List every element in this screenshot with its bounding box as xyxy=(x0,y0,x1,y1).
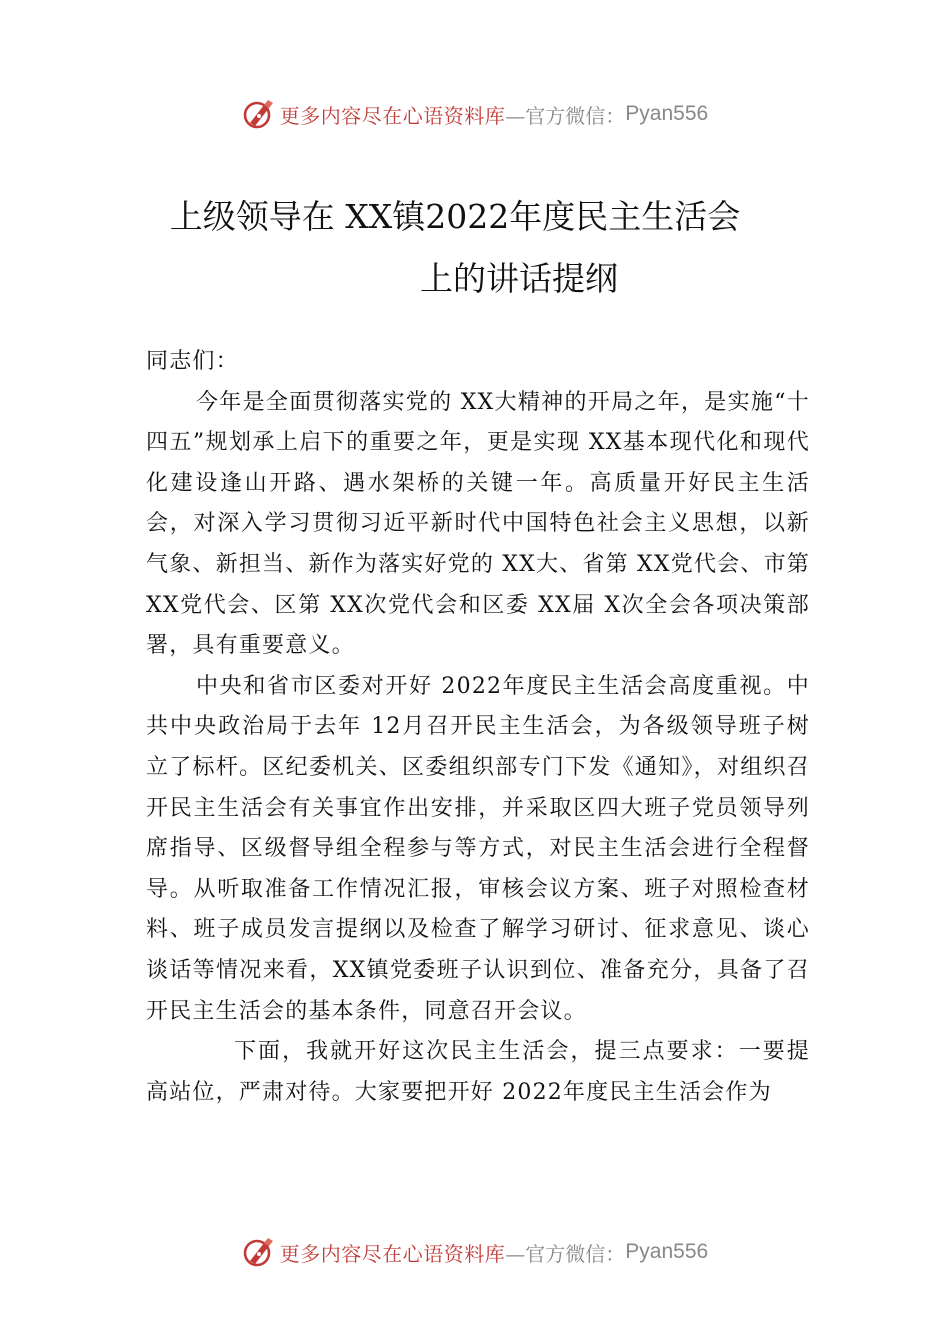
body-paragraph-1: 今年是全面贯彻落实党的 XX大精神的开局之年，是实施“十四五”规划承上启下的重要之年，更是实现 XX基本现代化和现代化建设逢山开路、遇水架桥的关键一年。高质量开好民主生活会，对深入学习贯彻习近平新时代中国特色社会主义思想，以新气象、新担当、新作为落实好党的 XX大、省第 XX党代会、市第 XX党代会、区第 XX次党代会和区委 XX届 X次全会各项决策部署，具有重要意义。 xyxy=(146,389,810,659)
title-line-1: 上级领导在 XX镇2022年度民主生活会 xyxy=(169,197,741,236)
watermark-suffix: —官方微信： xyxy=(505,103,626,128)
header-watermark xyxy=(0,94,950,134)
title-line-2: 上的讲话提纲 xyxy=(420,259,618,298)
pen-logo-icon xyxy=(242,97,276,131)
footer-watermark xyxy=(0,1232,950,1272)
watermark-handle: Pyan556 xyxy=(625,1240,709,1263)
salutation: 同志们： xyxy=(146,349,239,374)
watermark-suffix: —官方微信： xyxy=(505,1241,626,1266)
watermark-handle: Pyan556 xyxy=(625,102,709,125)
watermark-text: 更多内容尽在心语资料库 xyxy=(279,1241,506,1266)
body-paragraph-2: 中央和省市区委对开好 2022年度民主生活会高度重视。中共中央政治局于去年 12月召开民主生活会，为各级领导班子树立了标杆。区纪委机关、区委组织部专门下发《通知》，对组织召开民主生活会有关事宜作出安排，并采取区四大班子党员领导列席指导、区级督导组全程参与等方式，对民主生活会进行全程督导。从听取准备工作情况汇报，审核会议方案、班子对照检查材料、班子成员发言提纲以及检查了解学习研讨、征求意见、谈心谈话等情况来看，XX镇党委班子认识到位、准备充分，具备了召开民主生活会的基本条件，同意召开会议。 xyxy=(146,673,810,1024)
pen-logo-icon xyxy=(242,1235,276,1269)
document-body xyxy=(146,342,810,1113)
body-paragraph-3: 下面，我就开好这次民主生活会，提三点要求：一要提高站位，严肃对待。大家要把开好 2022年度民主生活会作为 xyxy=(146,1039,810,1105)
document-title xyxy=(0,186,950,310)
watermark-text: 更多内容尽在心语资料库 xyxy=(279,103,506,128)
